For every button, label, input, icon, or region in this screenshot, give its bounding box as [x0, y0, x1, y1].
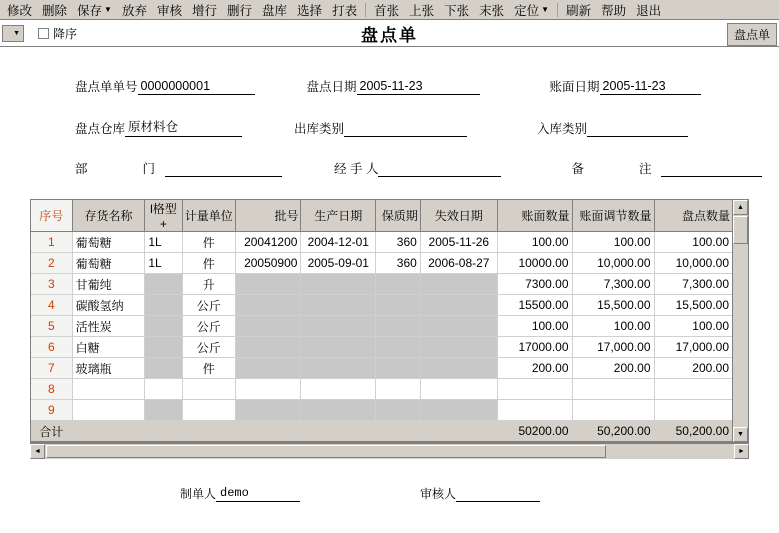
col-header-unit[interactable]: 计量单位 — [182, 200, 235, 232]
total-cell-book-qty: 50200.00 — [497, 421, 572, 442]
cell-expiry[interactable] — [420, 337, 497, 358]
cell-book-qty[interactable]: 15500.00 — [497, 295, 572, 316]
cell-book-qty[interactable] — [497, 400, 572, 421]
cell-shelf-life[interactable] — [376, 274, 421, 295]
cell-spec[interactable] — [145, 400, 182, 421]
cell-item-name[interactable]: 白糖 — [72, 337, 145, 358]
toolbar-button-modify[interactable] — [2, 0, 37, 20]
table-row[interactable] — [31, 337, 733, 358]
toolbar-button-last[interactable] — [474, 0, 509, 20]
cell-lot[interactable] — [235, 295, 300, 316]
tab-stocktake-sheet[interactable]: 盘点单 — [727, 23, 777, 46]
cell-unit[interactable]: 升 — [182, 274, 235, 295]
toolbar-button-prev[interactable] — [404, 0, 439, 20]
table-row[interactable] — [31, 358, 733, 379]
cell-prod-date[interactable] — [301, 316, 376, 337]
cell-book-qty[interactable]: 17000.00 — [497, 337, 572, 358]
field-handler[interactable] — [334, 159, 501, 177]
toolbar-button-locate[interactable] — [509, 0, 554, 20]
toolbar-label: 上张 — [409, 3, 435, 18]
form-row — [0, 117, 779, 137]
cell-count-qty[interactable]: 7,300.00 — [654, 274, 733, 295]
cell-item-name[interactable]: 葡萄糖 — [72, 232, 145, 253]
cell-book-qty[interactable]: 100.00 — [497, 232, 572, 253]
toolbar-label: 选择 — [297, 3, 323, 18]
cell-book-qty[interactable]: 100.00 — [497, 316, 572, 337]
cell-index[interactable]: 2 — [31, 253, 72, 274]
toolbar-button-print[interactable] — [327, 0, 362, 20]
cell-prod-date[interactable]: 2005-09-01 — [301, 253, 376, 274]
cell-unit[interactable]: 件 — [182, 358, 235, 379]
toolbar-label: 末张 — [479, 3, 505, 18]
total-cell-unit — [182, 421, 235, 442]
cell-book-qty[interactable]: 200.00 — [497, 358, 572, 379]
cell-shelf-life[interactable] — [376, 337, 421, 358]
field-department[interactable] — [75, 159, 282, 177]
cell-index[interactable]: 4 — [31, 295, 72, 316]
cell-lot[interactable] — [235, 274, 300, 295]
cell-expiry[interactable] — [420, 379, 497, 400]
field-label: 审核人 — [420, 487, 457, 501]
scroll-thumb-vertical[interactable] — [733, 216, 748, 244]
cell-prod-date[interactable] — [301, 295, 376, 316]
cell-adjust-qty[interactable]: 100.00 — [572, 316, 654, 337]
cell-spec[interactable] — [145, 295, 182, 316]
cell-spec[interactable]: 1L — [145, 232, 182, 253]
field-value[interactable]: 0000000001 — [138, 79, 255, 95]
total-cell-expiry — [420, 421, 497, 442]
field-label: 盘点仓库 — [75, 122, 126, 136]
cell-unit[interactable] — [182, 400, 235, 421]
cell-spec[interactable] — [145, 379, 182, 400]
cell-lot[interactable] — [235, 400, 300, 421]
cell-item-name[interactable] — [72, 379, 145, 400]
cell-spec[interactable]: 1L — [145, 253, 182, 274]
toolbar-label: 修改 — [7, 3, 33, 18]
field-remark[interactable] — [571, 159, 762, 177]
toolbar — [0, 0, 779, 20]
field-maker[interactable] — [180, 485, 300, 502]
field-label: 经 手 人 — [334, 162, 379, 176]
footer-area — [0, 485, 779, 502]
cell-adjust-qty[interactable]: 100.00 — [572, 232, 654, 253]
col-header-lot[interactable]: 批号 — [235, 200, 300, 232]
cell-index[interactable]: 5 — [31, 316, 72, 337]
table-row[interactable] — [31, 400, 733, 421]
total-cell-item-name — [72, 421, 145, 442]
cell-shelf-life[interactable]: 360 — [376, 232, 421, 253]
cell-prod-date[interactable] — [301, 358, 376, 379]
cell-expiry[interactable]: 2005-11-26 — [420, 232, 497, 253]
total-cell-lot — [235, 421, 300, 442]
col-header-index[interactable]: 序号 — [31, 200, 72, 232]
field-value[interactable] — [344, 135, 467, 137]
cell-item-name[interactable]: 活性炭 — [72, 316, 145, 337]
cell-index[interactable]: 1 — [31, 232, 72, 253]
chevron-down-icon: ▼ — [541, 4, 550, 14]
cell-item-name[interactable]: 碳酸氢纳 — [72, 295, 145, 316]
cell-unit[interactable]: 件 — [182, 232, 235, 253]
toolbar-separator — [557, 3, 558, 17]
field-value[interactable]: 2005-11-23 — [357, 79, 480, 95]
cell-index[interactable]: 9 — [31, 400, 72, 421]
scroll-left-button[interactable]: ◄ — [30, 444, 45, 459]
field-stock-date[interactable] — [307, 77, 480, 95]
toolbar-label: 放弃 — [121, 3, 147, 18]
toolbar-label: 刷新 — [566, 3, 592, 18]
toolbar-button-discard[interactable] — [117, 0, 152, 20]
scroll-up-button[interactable]: ▲ — [733, 200, 748, 215]
table-row[interactable] — [31, 274, 733, 295]
cell-unit[interactable]: 公斤 — [182, 316, 235, 337]
toolbar-label: 增行 — [192, 3, 218, 18]
total-cell-spec — [145, 421, 182, 442]
cell-lot[interactable]: 20041200 — [235, 232, 300, 253]
toolbar-button-audit[interactable] — [152, 0, 187, 20]
cell-count-qty[interactable]: 200.00 — [654, 358, 733, 379]
toolbar-button-next[interactable] — [439, 0, 474, 20]
page-title: 盘点单 — [361, 25, 418, 45]
col-header-prod-date[interactable]: 生产日期 — [301, 200, 376, 232]
col-header-book-qty[interactable]: 账面数量 — [497, 200, 572, 232]
cell-adjust-qty[interactable] — [572, 400, 654, 421]
grid-vertical-scrollbar[interactable] — [732, 200, 748, 442]
table-row[interactable] — [31, 379, 733, 400]
cell-item-name[interactable] — [72, 400, 145, 421]
scroll-thumb-horizontal[interactable] — [46, 445, 606, 458]
cell-adjust-qty[interactable]: 17,000.00 — [572, 337, 654, 358]
form-area — [0, 47, 779, 177]
field-value[interactable] — [456, 500, 540, 502]
cell-lot[interactable]: 20050900 — [235, 253, 300, 274]
toolbar-label: 审核 — [156, 3, 182, 18]
field-value[interactable] — [165, 175, 282, 177]
toolbar-button-help[interactable] — [596, 0, 631, 20]
field-value[interactable]: 原材料仓 — [125, 117, 242, 137]
cell-item-name[interactable]: 葡萄糖 — [72, 253, 145, 274]
cell-count-qty[interactable]: 15,500.00 — [654, 295, 733, 316]
cell-adjust-qty[interactable]: 7,300.00 — [572, 274, 654, 295]
grid-horizontal-scrollbar[interactable] — [30, 443, 749, 459]
table-row[interactable] — [31, 253, 733, 274]
field-book-date[interactable] — [550, 77, 701, 95]
cell-prod-date[interactable] — [301, 337, 376, 358]
field-auditor[interactable] — [420, 485, 540, 502]
cell-adjust-qty[interactable] — [572, 379, 654, 400]
toolbar-separator — [365, 3, 366, 17]
cell-adjust-qty[interactable]: 15,500.00 — [572, 295, 654, 316]
cell-shelf-life[interactable] — [376, 358, 421, 379]
cell-shelf-life[interactable] — [376, 400, 421, 421]
cell-shelf-life[interactable] — [376, 316, 421, 337]
field-value[interactable] — [378, 175, 501, 177]
cell-unit[interactable]: 公斤 — [182, 295, 235, 316]
field-label: 部 门 — [75, 162, 166, 176]
cell-unit[interactable]: 公斤 — [182, 337, 235, 358]
cell-spec[interactable] — [145, 316, 182, 337]
toolbar-button-refresh[interactable] — [561, 0, 596, 20]
total-cell-adjust-qty: 50,200.00 — [572, 421, 654, 442]
form-row — [0, 159, 779, 177]
toolbar-label: 定位 — [514, 3, 540, 18]
cell-expiry[interactable] — [420, 295, 497, 316]
col-header-adjust-qty[interactable]: 账面调节数量 — [572, 200, 654, 232]
field-in-category[interactable] — [537, 117, 688, 137]
cell-expiry[interactable]: 2006-08-27 — [420, 253, 497, 274]
toolbar-label: 删除 — [42, 3, 68, 18]
toolbar-label: 下张 — [444, 3, 470, 18]
field-warehouse[interactable] — [75, 117, 242, 137]
cell-lot[interactable] — [235, 316, 300, 337]
field-out-category[interactable] — [294, 117, 467, 137]
field-label: 出库类别 — [294, 122, 345, 136]
field-label: 盘点单单号 — [75, 80, 138, 94]
table-row[interactable] — [31, 232, 733, 253]
cell-item-name[interactable]: 甘葡纯 — [72, 274, 145, 295]
col-header-count-qty[interactable]: 盘点数量 — [654, 200, 733, 232]
scroll-down-button[interactable]: ▼ — [733, 427, 748, 442]
total-cell-shelf-life — [376, 421, 421, 442]
cell-expiry[interactable] — [420, 274, 497, 295]
col-header-expiry[interactable]: 失效日期 — [420, 200, 497, 232]
cell-index[interactable]: 3 — [31, 274, 72, 295]
cell-adjust-qty[interactable]: 200.00 — [572, 358, 654, 379]
field-value[interactable] — [587, 135, 688, 137]
toolbar-label: 盘库 — [262, 3, 288, 18]
col-header-spec[interactable]: l格型+ — [145, 200, 182, 232]
toolbar-button-save[interactable] — [72, 0, 117, 20]
col-header-item-name[interactable]: 存货名称 — [72, 200, 145, 232]
cell-count-qty[interactable] — [654, 379, 733, 400]
cell-adjust-qty[interactable]: 10,000.00 — [572, 253, 654, 274]
total-cell-prod-date — [301, 421, 376, 442]
table-total-row — [31, 421, 733, 442]
cell-count-qty[interactable]: 100.00 — [654, 316, 733, 337]
field-value[interactable]: demo — [216, 486, 300, 502]
field-value[interactable]: 2005-11-23 — [600, 79, 701, 95]
form-row — [0, 77, 779, 95]
total-cell-index: 合计 — [31, 421, 72, 442]
cell-count-qty[interactable]: 17,000.00 — [654, 337, 733, 358]
cell-prod-date[interactable] — [301, 379, 376, 400]
toolbar-label: 帮助 — [601, 3, 627, 18]
cell-unit[interactable] — [182, 379, 235, 400]
cell-shelf-life[interactable] — [376, 379, 421, 400]
cell-lot[interactable] — [235, 358, 300, 379]
cell-count-qty[interactable]: 100.00 — [654, 232, 733, 253]
toolbar-label: 打表 — [332, 3, 358, 18]
cell-book-qty[interactable]: 10000.00 — [497, 253, 572, 274]
cell-shelf-life[interactable] — [376, 295, 421, 316]
field-label: 入库类别 — [537, 122, 588, 136]
cell-index[interactable]: 7 — [31, 358, 72, 379]
cell-expiry[interactable] — [420, 358, 497, 379]
chevron-down-icon: ▼ — [13, 29, 20, 37]
cell-book-qty[interactable]: 7300.00 — [497, 274, 572, 295]
cell-shelf-life[interactable]: 360 — [376, 253, 421, 274]
grid-table — [31, 200, 733, 442]
cell-unit[interactable]: 件 — [182, 253, 235, 274]
field-label: 备 注 — [571, 162, 662, 176]
cell-index[interactable]: 6 — [31, 337, 72, 358]
toolbar-label: 退出 — [636, 3, 662, 18]
cell-index[interactable]: 8 — [31, 379, 72, 400]
toolbar-button-exit[interactable] — [631, 0, 666, 20]
field-value[interactable] — [661, 175, 762, 177]
cell-prod-date[interactable] — [301, 274, 376, 295]
toolbar-label: 首张 — [374, 3, 400, 18]
cell-spec[interactable] — [145, 337, 182, 358]
cell-prod-date[interactable] — [301, 400, 376, 421]
cell-count-qty[interactable]: 10,000.00 — [654, 253, 733, 274]
toolbar-button-delete[interactable] — [37, 0, 72, 20]
cell-spec[interactable] — [145, 358, 182, 379]
col-header-shelf-life[interactable]: 保质期 — [376, 200, 421, 232]
toolbar-button-stocktake[interactable] — [257, 0, 292, 20]
cell-prod-date[interactable]: 2004-12-01 — [301, 232, 376, 253]
toolbar-button-add-row[interactable] — [187, 0, 222, 20]
cell-lot[interactable] — [235, 379, 300, 400]
stocktake-grid[interactable] — [30, 199, 749, 443]
toolbar-button-delete-row[interactable] — [222, 0, 257, 20]
cell-spec[interactable] — [145, 274, 182, 295]
scroll-right-button[interactable]: ► — [734, 444, 749, 459]
table-row[interactable] — [31, 316, 733, 337]
field-doc-no[interactable] — [75, 77, 255, 95]
toolbar-button-select[interactable] — [292, 0, 327, 20]
toolbar-button-first[interactable] — [369, 0, 404, 20]
cell-lot[interactable] — [235, 337, 300, 358]
field-label: 盘点日期 — [306, 80, 357, 94]
cell-count-qty[interactable] — [654, 400, 733, 421]
cell-item-name[interactable]: 玻璃瓶 — [72, 358, 145, 379]
toolbar-label: 删行 — [227, 3, 253, 18]
sort-descending-label: 降序 — [53, 26, 78, 41]
cell-book-qty[interactable] — [497, 379, 572, 400]
table-row[interactable] — [31, 295, 733, 316]
field-label: 账面日期 — [549, 80, 600, 94]
cell-expiry[interactable] — [420, 400, 497, 421]
field-label: 制单人 — [180, 487, 217, 501]
header-bar — [0, 20, 779, 46]
chevron-down-icon: ▼ — [104, 4, 112, 14]
cell-expiry[interactable] — [420, 316, 497, 337]
toolbar-label: 保存 — [77, 3, 103, 18]
grid-header-row — [31, 200, 733, 232]
total-cell-count-qty: 50,200.00 — [654, 421, 733, 442]
